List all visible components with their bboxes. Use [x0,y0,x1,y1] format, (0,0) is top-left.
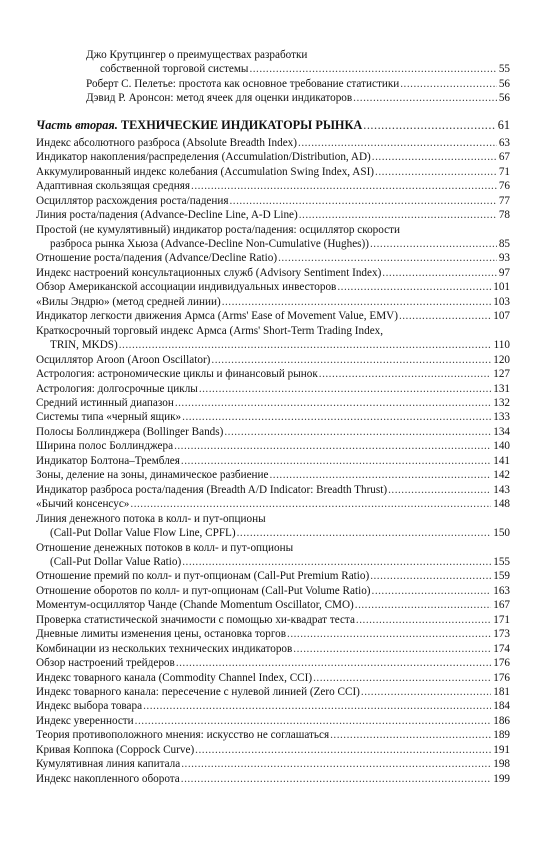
toc-entry[interactable] [36,714,510,728]
interview-list [36,48,510,106]
toc-page-number: 97 [498,266,510,279]
toc-entry-row [36,685,510,699]
dot-leader [249,62,496,76]
toc-page-number: 184 [493,700,510,713]
dot-leader [181,454,491,468]
toc-page-number: 143 [493,483,510,496]
toc-entry[interactable] [36,223,510,252]
toc-entry-title: Индекс товарного канала (Commodity Channel Index, CCI) [36,671,313,684]
toc-entry[interactable] [36,48,510,77]
toc-entry-title: Отношение премий по колл- и пут-опционам (Call-Put Premium Ratio) [36,570,370,583]
toc-page-number: 159 [493,570,510,583]
dot-leader [130,497,491,511]
toc-entry-row [36,208,510,222]
dot-leader [372,150,497,164]
toc-page-number: 176 [493,657,510,670]
toc-entry[interactable] [36,497,510,511]
toc-entry-row [36,656,510,670]
toc-entry[interactable] [36,598,510,612]
toc-entry-row [36,194,510,208]
toc-page-number: 173 [493,628,510,641]
toc-entry-row [36,642,510,656]
toc-page-number: 78 [498,209,510,222]
toc-entry[interactable] [36,569,510,583]
toc-page-number: 176 [493,671,510,684]
toc-entry[interactable] [36,208,510,222]
toc-entry-row [36,353,510,367]
dot-leader [224,425,491,439]
dot-leader [337,280,491,294]
toc-entry[interactable] [36,77,510,91]
toc-page-number: 55 [498,63,510,76]
chapter-page-number: 61 [497,117,510,132]
dot-leader [363,118,495,133]
toc-page-number: 155 [493,555,510,568]
toc-page-number: 181 [493,686,510,699]
toc-entry-row [36,266,510,280]
toc-entry[interactable] [36,627,510,641]
toc-page-number: 56 [498,92,510,105]
toc-entry[interactable] [36,251,510,265]
toc-page-number: 127 [493,368,510,381]
toc-page-number: 56 [498,77,510,90]
toc-entry-row [36,757,510,771]
dot-leader [237,526,492,540]
toc-entry-title: Зоны, деление на зоны, динамическое разбиение [36,469,269,482]
toc-entry-row [36,454,510,468]
dot-leader [176,656,491,670]
toc-entry[interactable] [36,280,510,294]
dot-leader [199,382,491,396]
toc-entry-title: Системы типа «черный ящик» [36,411,182,424]
toc-page-number: 110 [493,339,510,352]
toc-entry-title: Дневные лимиты изменения цены, остановка торгов [36,628,287,641]
toc-entry[interactable] [36,136,510,150]
dot-leader [287,627,491,641]
toc-entry-title: Индекс товарного канала: пересечение с нулевой линией (Zero CCI) [36,686,360,699]
toc-entry-title: Индекс уверенности [36,714,134,727]
toc-entry-title: «Вилы Эндрю» (метод средней линии) [36,295,221,308]
toc-entry-title-line: Простой (не кумулятивный) индикатор роста/падения: осциллятор скорости [36,223,400,236]
toc-page-number: 63 [498,136,510,149]
toc-entry-row [36,237,510,251]
toc-entry-title: Астрология: долгосрочные циклы [36,382,198,395]
chapter-part-label: Часть вторая. [36,117,118,132]
toc-entry-row [36,468,510,482]
toc-entry[interactable] [36,150,510,164]
toc-entry-title-line: Краткосрочный торговый индекс Армса (Arms' Short-Term Trading Index, [36,324,384,337]
toc-entry-title: собственной торговой системы [100,63,249,76]
toc-entry[interactable] [36,353,510,367]
toc-entry-title: Индикатор Болтона–Тремблея [36,454,180,467]
toc-entry-row [86,62,510,76]
toc-entry-title: Комбинации из нескольких технических индикаторов [36,642,293,655]
toc-entry-title: Индекс выбора товара [36,700,143,713]
dot-leader [222,295,492,309]
toc-entry-row [36,627,510,641]
toc-entry[interactable] [36,512,510,541]
toc-entry-row [36,569,510,583]
table-of-contents [36,48,510,786]
toc-entry[interactable] [36,439,510,453]
toc-entry-title: Кумулятивная линия капитала [36,758,181,771]
dot-leader [319,367,491,381]
toc-entry-row [36,598,510,612]
chapter-heading[interactable] [36,118,510,133]
toc-page-number: 93 [498,252,510,265]
toc-entry-title: Кривая Коппока (Coppock Curve) [36,743,195,756]
toc-page-number: 103 [493,295,510,308]
dot-leader [270,468,492,482]
toc-entry[interactable] [36,642,510,656]
toc-entry-title: Проверка статистической значимости с помощью хи-квадрат теста [36,613,355,626]
dot-leader [356,613,491,627]
toc-entry-title: Адаптивная скользящая средняя [36,180,191,193]
dot-leader [298,136,497,150]
dot-leader [353,91,497,105]
toc-entry-row [36,526,510,540]
dot-leader [370,237,497,251]
toc-page-number: 101 [493,281,510,294]
toc-entry[interactable] [36,541,510,570]
toc-entry-title: Астрология: астрономические циклы и финансовый рынок [36,368,318,381]
toc-entry-row [36,699,510,713]
dot-leader [293,642,491,656]
toc-entry-title: Теория противоположного мнения: искусство не соглашаться [36,729,330,742]
toc-entry-title: Обзор настроений трейдеров [36,657,175,670]
toc-page-number: 189 [493,729,510,742]
toc-entry-row [36,483,510,497]
toc-page-number: 76 [498,180,510,193]
dot-leader [182,410,491,424]
dot-leader [175,396,491,410]
toc-entry-row [86,77,510,91]
toc-entry[interactable] [36,584,510,598]
toc-page-number: 133 [493,411,510,424]
chapter-title: ТЕХНИЧЕСКИЕ ИНДИКАТОРЫ РЫНКА [120,117,363,132]
dot-leader [330,728,491,742]
toc-entry[interactable] [36,656,510,670]
toc-entry-title: Полосы Боллинджера (Bollinger Bands) [36,425,224,438]
toc-entry-row [36,671,510,685]
toc-entry[interactable] [36,165,510,179]
toc-entry-title: (Call-Put Dollar Value Flow Line, CPFL) [50,527,236,540]
toc-entry-row [36,367,510,381]
dot-leader [143,699,491,713]
dot-leader [399,309,491,323]
toc-entry-row [36,743,510,757]
toc-entry[interactable] [36,295,510,309]
toc-entry-row [36,497,510,511]
toc-entry-row [36,439,510,453]
toc-entry-title: Дэвид Р. Аронсон: метод ячеек для оценки индикаторов [86,92,353,105]
toc-page-number: 134 [493,425,510,438]
toc-entry-row [36,179,510,193]
toc-entry[interactable] [36,613,510,627]
toc-entry-title: (Call-Put Dollar Value Ratio) [50,555,182,568]
toc-entry-row [36,150,510,164]
toc-page-number: 186 [493,714,510,727]
toc-entry-title: TRIN, MKDS) [50,339,118,352]
toc-entry[interactable] [36,91,510,105]
toc-entry-title: Ширина полос Боллинджера [36,440,174,453]
toc-entry-title: Роберт С. Пелетье: простота как основное требование статистики [86,77,400,90]
toc-entry[interactable] [36,410,510,424]
toc-entry-title: Осциллятор расхождения роста/падения [36,194,229,207]
dot-leader [229,194,496,208]
toc-entry[interactable] [36,179,510,193]
dot-leader [182,555,491,569]
toc-entry-row [36,309,510,323]
toc-page-number: 71 [498,165,510,178]
toc-entry-title: Линия роста/падения (Advance-Decline Line, A-D Line) [36,209,298,222]
dot-leader [135,714,492,728]
toc-entry[interactable] [36,367,510,381]
dot-leader [370,569,491,583]
dot-leader [372,584,492,598]
toc-entry-row [36,165,510,179]
toc-page-number: 150 [493,527,510,540]
toc-page-number: 85 [498,237,510,250]
toc-entry-row [36,251,510,265]
dot-leader [382,266,497,280]
toc-entry[interactable] [36,425,510,439]
toc-page-number: 191 [493,743,510,756]
toc-page-number: 198 [493,758,510,771]
toc-entry-title: Индикатор накопления/распределения (Accumulation/Distribution, AD) [36,151,371,164]
toc-page-number: 77 [498,194,510,207]
dot-leader [211,353,491,367]
toc-entry-title: Аккумулированный индекс колебания (Accumulation Swing Index, ASI) [36,165,375,178]
toc-entry-row [36,772,510,786]
toc-entry-title: разброса рынка Хьюза (Advance-Decline Non-Cumulative (Hughes)) [50,237,369,250]
toc-entry-title: «Бычий консенсус» [36,498,130,511]
toc-page-number: 120 [493,353,510,366]
toc-page-number: 142 [493,469,510,482]
toc-entry[interactable] [36,728,510,742]
toc-entry-title-line: Джо Крутцингер о преимуществах разработки [86,49,308,61]
toc-entry-title: Отношение оборотов по колл- и пут-опционам (Call-Put Volume Ratio) [36,584,371,597]
toc-page-number: 174 [493,642,510,655]
toc-entry[interactable] [36,685,510,699]
toc-entry[interactable] [36,194,510,208]
dot-leader [388,483,491,497]
toc-page-number: 167 [493,599,510,612]
toc-page-number: 163 [493,584,510,597]
dot-leader [195,743,491,757]
toc-entry[interactable] [36,671,510,685]
toc-entry-title: Индикатор легкости движения Армса (Arms' Ease of Movement Value, EMV) [36,310,398,323]
toc-entry-row [36,555,510,569]
toc-entry-row [36,338,510,352]
toc-entry-row [36,584,510,598]
toc-entry-row [36,410,510,424]
toc-entry-title: Моментум-осциллятор Чанде (Chande Momentum Oscillator, CMO) [36,599,354,612]
toc-entry-row [36,396,510,410]
dot-leader [299,208,497,222]
toc-entry-title: Индекс настроений консультационных служб (Advisory Sentiment Index) [36,266,382,279]
indicator-list [36,136,510,786]
toc-page-number: 140 [493,440,510,453]
toc-entry-title: Отношение роста/падения (Advance/Decline Ratio) [36,252,278,265]
toc-entry[interactable] [36,757,510,771]
dot-leader [181,757,491,771]
toc-page-number: 199 [493,772,510,785]
toc-entry-title: Индекс накопленного оборота [36,772,180,785]
toc-page-number: 171 [493,613,510,626]
toc-entry-row [36,728,510,742]
toc-entry[interactable] [36,772,510,786]
toc-entry-row [36,382,510,396]
toc-entry-title: Индикатор разброса роста/падения (Breadth A/D Indicator: Breadth Thrust) [36,483,388,496]
dot-leader [313,671,491,685]
toc-entry[interactable] [36,699,510,713]
dot-leader [174,439,491,453]
toc-entry-row [36,295,510,309]
toc-entry-title: Обзор Американской ассоциации индивидуальных инвесторов [36,281,337,294]
toc-entry-title: Осциллятор Aroon (Aroon Oscillator) [36,353,211,366]
toc-entry-title: Индекс абсолютного разброса (Absolute Breadth Index) [36,136,298,149]
toc-page-number: 67 [498,151,510,164]
toc-entry-row [86,91,510,105]
dot-leader [375,165,497,179]
toc-entry[interactable] [36,396,510,410]
toc-entry[interactable] [36,454,510,468]
toc-page-number: 141 [493,454,510,467]
toc-entry[interactable] [36,324,510,353]
toc-entry[interactable] [36,266,510,280]
dot-leader [191,179,497,193]
toc-entry-row [36,136,510,150]
toc-entry-title-line: Линия денежного потока в колл- и пут-опционы [36,512,266,525]
toc-entry[interactable] [36,743,510,757]
toc-entry[interactable] [36,382,510,396]
toc-entry-row [36,425,510,439]
dot-leader [355,598,491,612]
dot-leader [400,77,497,91]
toc-page-number: 107 [493,310,510,323]
toc-entry[interactable] [36,309,510,323]
toc-entry[interactable] [36,483,510,497]
toc-entry-row [36,714,510,728]
dot-leader [361,685,491,699]
toc-entry-title: Средний истинный диапазон [36,396,174,409]
dot-leader [278,251,497,265]
toc-page-number: 131 [493,382,510,395]
dot-leader [119,338,492,352]
toc-entry[interactable] [36,468,510,482]
toc-entry-row [36,613,510,627]
dot-leader [181,772,491,786]
toc-page-number: 132 [493,396,510,409]
toc-entry-row [36,280,510,294]
toc-page-number: 148 [493,498,510,511]
toc-entry-title-line: Отношение денежных потоков в колл- и пут-опционы [36,541,294,554]
